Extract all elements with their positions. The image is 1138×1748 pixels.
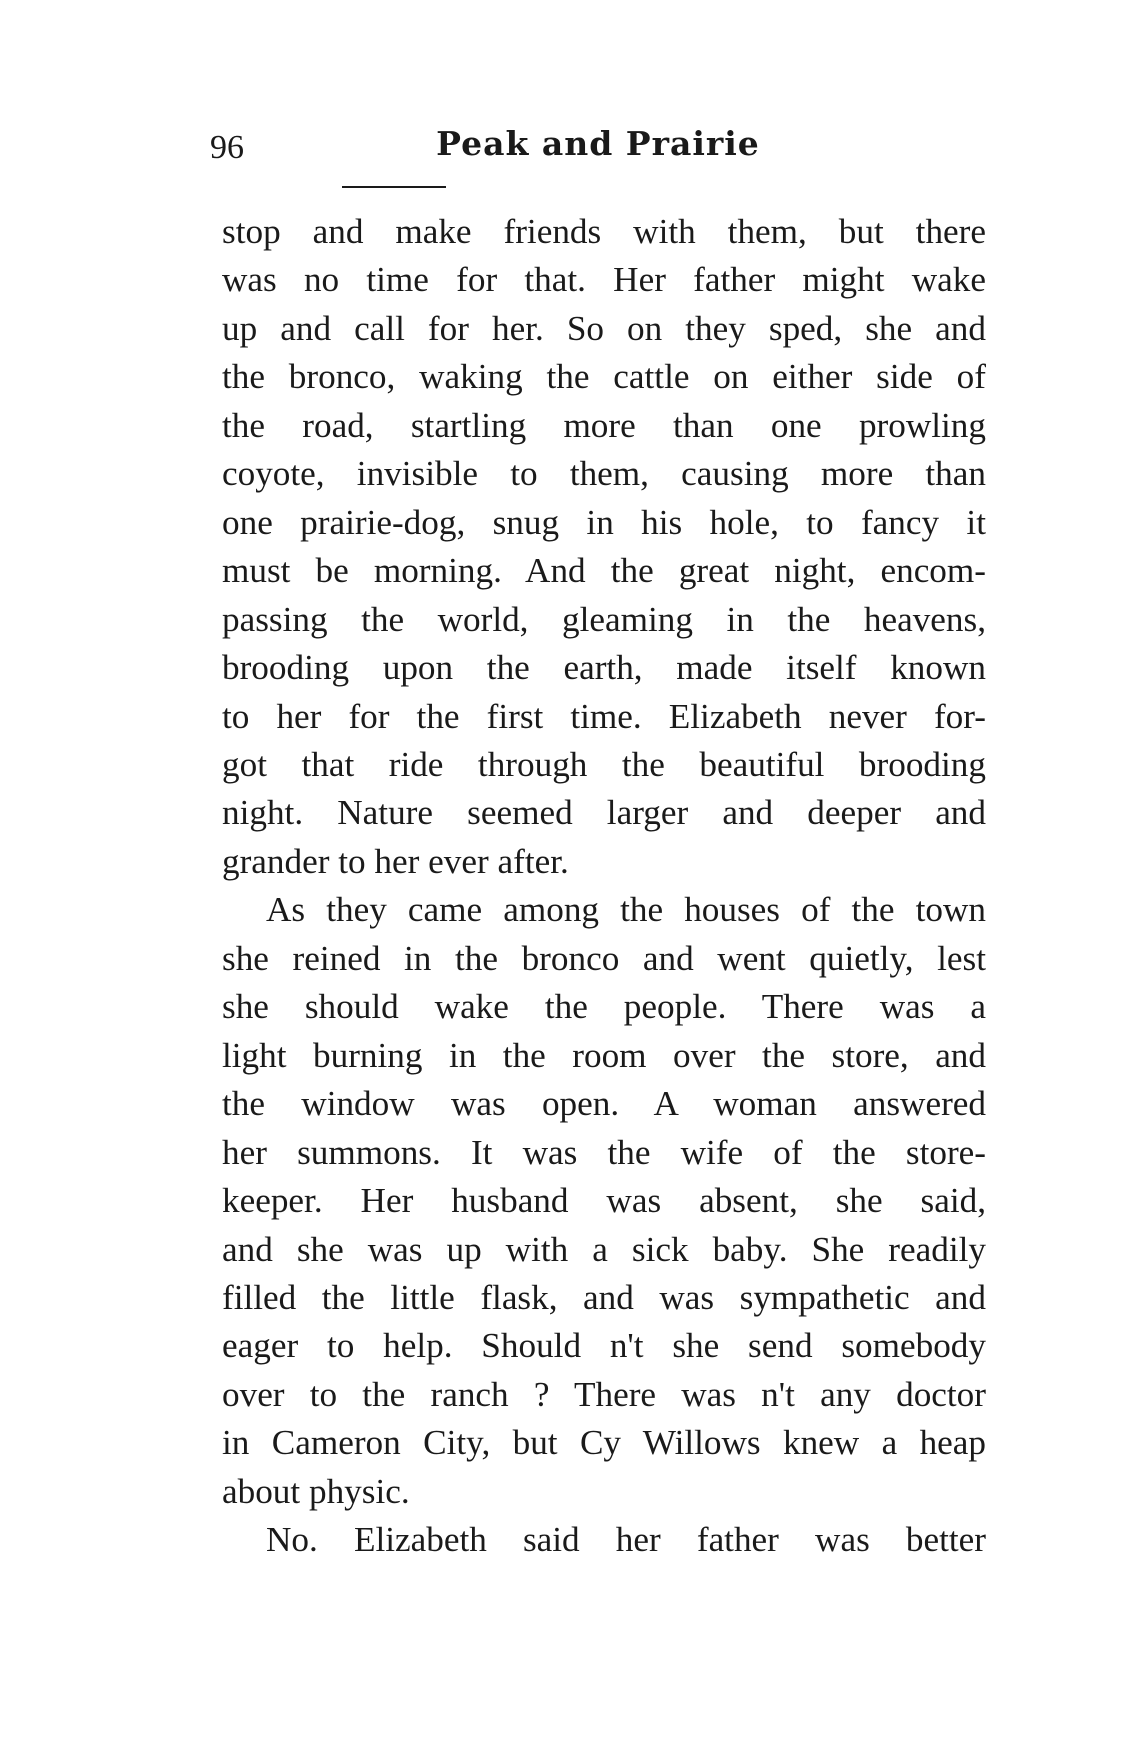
text-line: she reined in the bronco and went quietly, lest — [222, 938, 986, 978]
text-line: stop and make friends with them, but there — [222, 212, 986, 251]
page-header — [210, 122, 986, 178]
header-rule — [342, 186, 446, 188]
text-line: must be morning. And the great night, encom- — [222, 551, 986, 591]
text-line: her summons. It was the wife of the store- — [222, 1132, 986, 1172]
text-line: got that ride through the beautiful brooding — [222, 744, 986, 784]
text-line: grander to her ever after. — [222, 841, 569, 881]
text-line: to her for the first time. Elizabeth never for- — [222, 696, 986, 736]
text-line: she should wake the people. There was a — [222, 987, 986, 1027]
text-line: the window was open. A woman answered — [222, 1084, 986, 1124]
text-line: eager to help. Should n't she send somebody — [222, 1326, 986, 1366]
page-number: 96 — [210, 129, 244, 166]
text-line: night. Nature seemed larger and deeper and — [222, 793, 986, 833]
text-line: up and call for her. So on they sped, she and — [222, 308, 986, 348]
running-title: Peak and Prairie — [436, 124, 760, 163]
text-line: keeper. Her husband was absent, she said, — [222, 1181, 986, 1221]
text-line: one prairie-dog, snug in his hole, to fancy it — [222, 502, 986, 542]
text-line: was no time for that. Her father might wake — [222, 260, 986, 300]
text-line: over to the ranch ? There was n't any doctor — [222, 1374, 986, 1414]
text-line: about physic. — [222, 1471, 410, 1511]
text-line: the road, startling more than one prowling — [222, 405, 986, 445]
text-line: brooding upon the earth, made itself known — [222, 648, 986, 688]
text-line: and she was up with a sick baby. She readily — [222, 1229, 986, 1269]
text-line: coyote, invisible to them, causing more than — [222, 454, 986, 494]
text-line: light burning in the room over the store, and — [222, 1035, 986, 1075]
text-line: passing the world, gleaming in the heavens, — [222, 599, 986, 639]
text-line: in Cameron City, but Cy Willows knew a heap — [222, 1423, 986, 1463]
text-line: the bronco, waking the cattle on either side of — [222, 357, 986, 397]
text-line: filled the little flask, and was sympathetic and — [222, 1277, 986, 1317]
text-line: No. Elizabeth said her father was better — [266, 1520, 986, 1560]
text-line: As they came among the houses of the town — [266, 890, 986, 930]
body-text — [222, 208, 986, 1565]
